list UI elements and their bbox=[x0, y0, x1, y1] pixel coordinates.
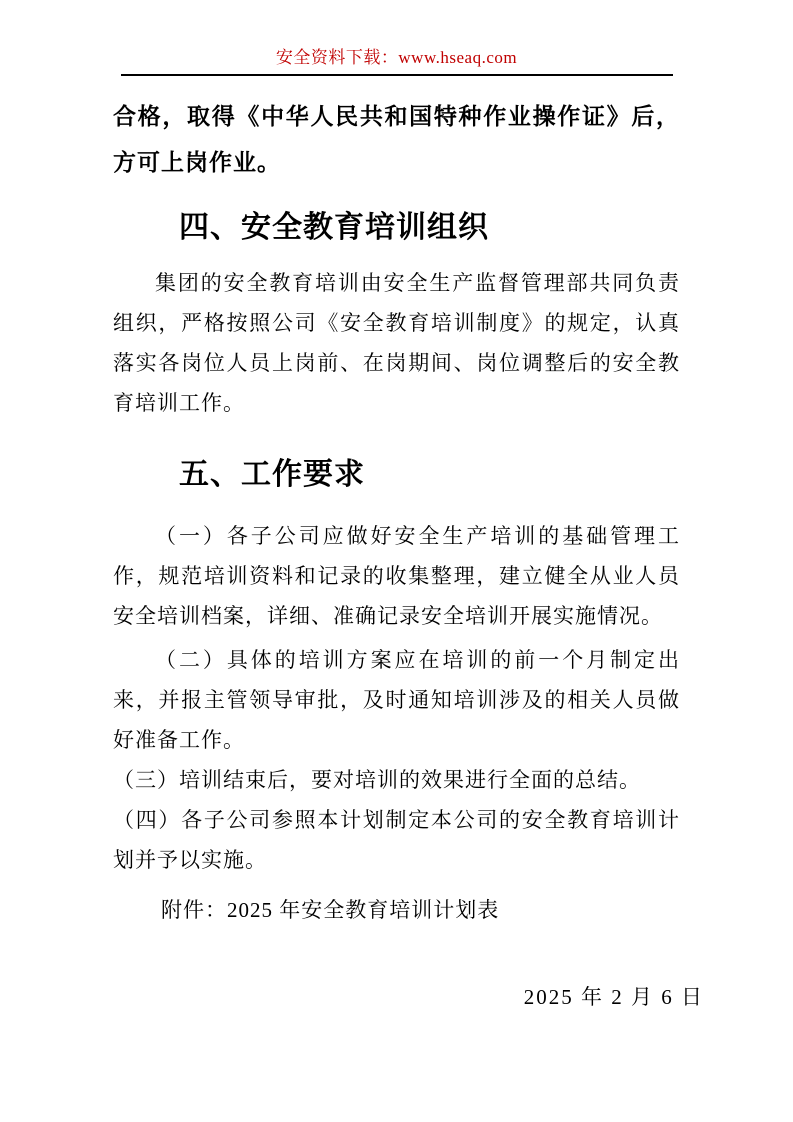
section-heading-4: 四、安全教育培训组织 bbox=[179, 210, 489, 245]
document-content bbox=[0, 94, 793, 1017]
page-header bbox=[121, 0, 673, 76]
requirement-item-2: （二）具体的培训方案应在培训的前一个月制定出来，并报主管领导审批，及时通知培训涉及的相关人员做好准备工作。 bbox=[113, 648, 680, 752]
requirement-item-4: （四）各子公司参照本计划制定本公司的安全教育培训计划并予以实施。 bbox=[113, 808, 680, 872]
header-rule bbox=[121, 74, 673, 76]
section-heading-5: 五、工作要求 bbox=[179, 457, 365, 492]
document-date: 2025 年 2 月 6 日 bbox=[523, 985, 704, 1009]
attachment-note: 附件：2025 年安全教育培训计划表 bbox=[161, 898, 500, 922]
header-watermark-text: 安全资料下载：www.hseaq.com bbox=[275, 48, 518, 67]
section-4-paragraph: 集团的安全教育培训由安全生产监督管理部共同负责组织，严格按照公司《安全教育培训制度》的规定，认真落实各岗位人员上岗前、在岗期间、岗位调整后的安全教育培训工作。 bbox=[113, 271, 680, 415]
requirement-item-1: （一）各子公司应做好安全生产培训的基础管理工作，规范培训资料和记录的收集整理，建立健全从业人员安全培训档案，详细、准确记录安全培训开展实施情况。 bbox=[113, 524, 680, 628]
requirement-item-3: （三）培训结束后，要对培训的效果进行全面的总结。 bbox=[113, 768, 641, 792]
continuation-paragraph: 合格，取得《中华人民共和国特种作业操作证》后，方可上岗作业。 bbox=[113, 104, 680, 176]
